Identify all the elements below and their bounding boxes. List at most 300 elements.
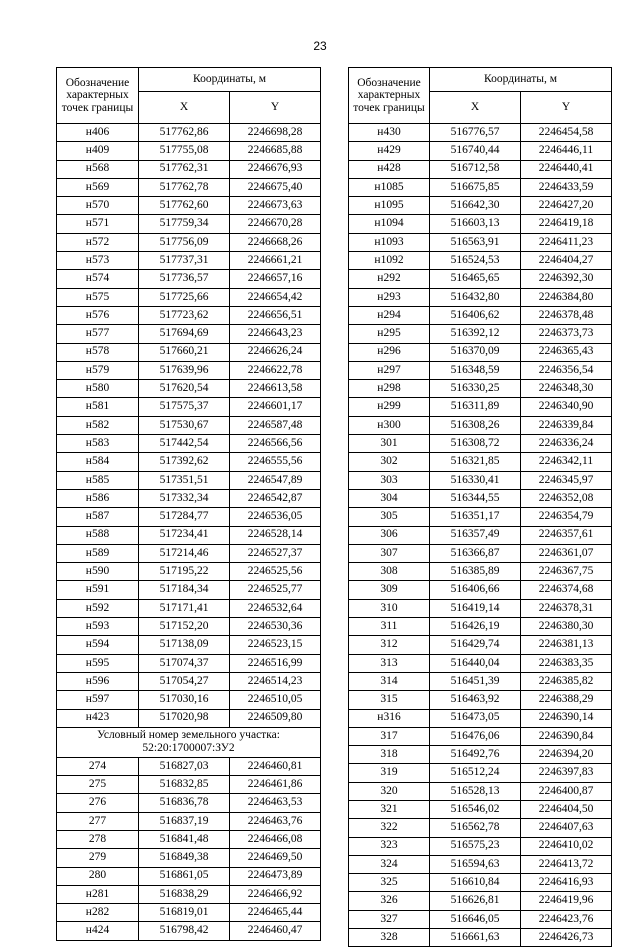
coord-y: 2246385,82: [521, 672, 612, 690]
coord-y: 2246685,88: [230, 142, 321, 160]
coord-y: 2246525,56: [230, 563, 321, 581]
coord-x: 516712,58: [430, 160, 521, 178]
table-row: [349, 380, 612, 398]
table-row: [57, 526, 321, 544]
coord-y: 2246367,75: [521, 563, 612, 581]
coord-y: 2246433,59: [521, 178, 612, 196]
coord-x: 517725,66: [139, 288, 230, 306]
coord-y: 2246465,44: [230, 904, 321, 922]
coord-y: 2246676,93: [230, 160, 321, 178]
coord-x: 517762,78: [139, 178, 230, 196]
coord-x: 516492,76: [430, 746, 521, 764]
table-row: [349, 800, 612, 818]
point-designation: 308: [349, 563, 430, 581]
point-designation: н591: [57, 581, 139, 599]
coord-y: 2246419,96: [521, 892, 612, 910]
table-row: [57, 416, 321, 434]
table-row: [57, 794, 321, 812]
x-header: X: [139, 92, 230, 124]
coord-x: 517737,31: [139, 252, 230, 270]
point-designation: н429: [349, 142, 430, 160]
point-designation: н595: [57, 654, 139, 672]
designation-header: Обозначение характерных точек границы: [57, 68, 139, 124]
coord-x: 516740,44: [430, 142, 521, 160]
coord-y: 2246525,77: [230, 581, 321, 599]
coord-y: 2246622,78: [230, 361, 321, 379]
coord-x: 517054,27: [139, 672, 230, 690]
coord-y: 2246410,02: [521, 837, 612, 855]
point-designation: 314: [349, 672, 430, 690]
coord-y: 2246469,50: [230, 849, 321, 867]
point-designation: 313: [349, 654, 430, 672]
point-designation: н574: [57, 270, 139, 288]
coord-x: 516330,41: [430, 471, 521, 489]
coord-y: 2246536,05: [230, 508, 321, 526]
table-row: [349, 306, 612, 324]
coord-y: 2246365,43: [521, 343, 612, 361]
coord-y: 2246673,63: [230, 197, 321, 215]
coord-x: 516646,05: [430, 910, 521, 928]
coord-y: 2246348,30: [521, 380, 612, 398]
coordinates-table-left: [56, 67, 321, 941]
table-row: [349, 819, 612, 837]
coord-y: 2246542,87: [230, 489, 321, 507]
coord-y: 2246380,30: [521, 618, 612, 636]
coord-y: 2246419,18: [521, 215, 612, 233]
table-row: [349, 837, 612, 855]
table-row: [349, 672, 612, 690]
coord-y: 2246407,63: [521, 819, 612, 837]
coord-y: 2246404,27: [521, 252, 612, 270]
coord-x: 516661,63: [430, 929, 521, 947]
coord-x: 517639,96: [139, 361, 230, 379]
table-body-right: [349, 124, 612, 947]
coord-y: 2246446,11: [521, 142, 612, 160]
point-designation: н590: [57, 563, 139, 581]
point-designation: н1085: [349, 178, 430, 196]
table-row: [349, 142, 612, 160]
point-designation: н282: [57, 904, 139, 922]
table-row: [57, 757, 321, 775]
coord-x: 516392,12: [430, 325, 521, 343]
table-row: [349, 325, 612, 343]
table-row: [349, 398, 612, 416]
point-designation: 326: [349, 892, 430, 910]
point-designation: 319: [349, 764, 430, 782]
point-designation: н296: [349, 343, 430, 361]
coord-x: 517392,62: [139, 453, 230, 471]
point-designation: н569: [57, 178, 139, 196]
coord-y: 2246460,81: [230, 757, 321, 775]
coord-x: 516832,85: [139, 776, 230, 794]
point-designation: н584: [57, 453, 139, 471]
point-designation: 312: [349, 636, 430, 654]
table-row: [57, 812, 321, 830]
table-row: [349, 929, 612, 947]
coord-x: 516819,01: [139, 904, 230, 922]
coord-y: 2246460,47: [230, 922, 321, 940]
coord-x: 517736,57: [139, 270, 230, 288]
coord-x: 517759,34: [139, 215, 230, 233]
table-row: [349, 233, 612, 251]
point-designation: н581: [57, 398, 139, 416]
table-row: [349, 197, 612, 215]
coord-y: 2246532,64: [230, 599, 321, 617]
coord-x: 517694,69: [139, 325, 230, 343]
point-designation: н589: [57, 544, 139, 562]
point-designation: 302: [349, 453, 430, 471]
coord-y: 2246656,51: [230, 306, 321, 324]
coordinates-header: Координаты, м: [430, 68, 612, 92]
coord-x: 516512,24: [430, 764, 521, 782]
coord-x: 517351,51: [139, 471, 230, 489]
coord-x: 516321,85: [430, 453, 521, 471]
coord-x: 517723,62: [139, 306, 230, 324]
coord-y: 2246345,97: [521, 471, 612, 489]
coord-y: 2246427,20: [521, 197, 612, 215]
coord-y: 2246354,79: [521, 508, 612, 526]
coord-x: 517762,60: [139, 197, 230, 215]
point-designation: 323: [349, 837, 430, 855]
table-row: [349, 288, 612, 306]
point-designation: 311: [349, 618, 430, 636]
coord-x: 516370,09: [430, 343, 521, 361]
table-row: [349, 508, 612, 526]
coord-y: 2246463,53: [230, 794, 321, 812]
point-designation: н300: [349, 416, 430, 434]
point-designation: н293: [349, 288, 430, 306]
table-row: [57, 288, 321, 306]
coord-y: 2246397,83: [521, 764, 612, 782]
coord-y: 2246378,31: [521, 599, 612, 617]
table-row: [57, 270, 321, 288]
point-designation: н299: [349, 398, 430, 416]
table-row: [57, 435, 321, 453]
parcel-section-label: Условный номер земельного участка: 52:20:1700007:ЗУ2: [57, 727, 321, 757]
coord-y: 2246626,24: [230, 343, 321, 361]
table-row: [349, 435, 612, 453]
table-row: [349, 581, 612, 599]
coord-x: 516440,04: [430, 654, 521, 672]
coord-y: 2246392,30: [521, 270, 612, 288]
coordinates-table-right: [348, 67, 612, 947]
table-row: [349, 654, 612, 672]
point-designation: н316: [349, 709, 430, 727]
coord-x: 517762,31: [139, 160, 230, 178]
point-designation: 321: [349, 800, 430, 818]
coord-x: 516594,63: [430, 855, 521, 873]
point-designation: н1095: [349, 197, 430, 215]
table-row: [57, 453, 321, 471]
coord-x: 516351,17: [430, 508, 521, 526]
point-designation: 306: [349, 526, 430, 544]
coord-x: 516776,57: [430, 124, 521, 142]
point-designation: н582: [57, 416, 139, 434]
coord-y: 2246373,73: [521, 325, 612, 343]
table-row: [57, 581, 321, 599]
point-designation: н588: [57, 526, 139, 544]
coord-y: 2246466,92: [230, 885, 321, 903]
coord-y: 2246555,56: [230, 453, 321, 471]
point-designation: н592: [57, 599, 139, 617]
point-designation: н409: [57, 142, 139, 160]
table-row: [57, 343, 321, 361]
coord-x: 517755,08: [139, 142, 230, 160]
coord-y: 2246514,23: [230, 672, 321, 690]
table-row: [57, 233, 321, 251]
point-designation: н294: [349, 306, 430, 324]
coord-y: 2246675,40: [230, 178, 321, 196]
coord-x: 517138,09: [139, 636, 230, 654]
coord-y: 2246426,73: [521, 929, 612, 947]
table-row: [349, 563, 612, 581]
point-designation: н568: [57, 160, 139, 178]
coord-x: 516465,65: [430, 270, 521, 288]
point-designation: 328: [349, 929, 430, 947]
coord-x: 517234,41: [139, 526, 230, 544]
coord-x: 517195,22: [139, 563, 230, 581]
point-designation: 307: [349, 544, 430, 562]
coord-x: 516849,38: [139, 849, 230, 867]
table-row: [57, 867, 321, 885]
coord-x: 516432,80: [430, 288, 521, 306]
coord-y: 2246670,28: [230, 215, 321, 233]
table-row: [349, 124, 612, 142]
point-designation: 318: [349, 746, 430, 764]
table-row: [57, 306, 321, 324]
coord-x: 516308,26: [430, 416, 521, 434]
table-row: [57, 654, 321, 672]
coord-y: 2246587,48: [230, 416, 321, 434]
coord-y: 2246461,86: [230, 776, 321, 794]
designation-header: Обозначение характерных точек границы: [349, 68, 430, 124]
point-designation: н1093: [349, 233, 430, 251]
table-row: [57, 398, 321, 416]
point-designation: н593: [57, 618, 139, 636]
point-designation: 275: [57, 776, 139, 794]
table-row: [57, 709, 321, 727]
point-designation: н587: [57, 508, 139, 526]
point-designation: н585: [57, 471, 139, 489]
coord-y: 2246374,68: [521, 581, 612, 599]
coord-x: 516357,49: [430, 526, 521, 544]
point-designation: 279: [57, 849, 139, 867]
table-row: [349, 618, 612, 636]
coord-y: 2246381,13: [521, 636, 612, 654]
x-header: X: [430, 92, 521, 124]
coord-x: 517020,98: [139, 709, 230, 727]
coord-x: 516610,84: [430, 874, 521, 892]
point-designation: н295: [349, 325, 430, 343]
coord-y: 2246668,26: [230, 233, 321, 251]
coord-x: 516451,39: [430, 672, 521, 690]
table-row: [57, 325, 321, 343]
coord-x: 516463,92: [430, 691, 521, 709]
coord-y: 2246516,99: [230, 654, 321, 672]
table-row: [57, 178, 321, 196]
table-row: [349, 764, 612, 782]
point-designation: н596: [57, 672, 139, 690]
coord-x: 517171,41: [139, 599, 230, 617]
table-row: [57, 691, 321, 709]
table-row: [349, 855, 612, 873]
coord-x: 516546,02: [430, 800, 521, 818]
point-designation: н583: [57, 435, 139, 453]
point-designation: 320: [349, 782, 430, 800]
coord-y: 2246388,29: [521, 691, 612, 709]
table-row: [349, 746, 612, 764]
table-row: [349, 270, 612, 288]
coord-x: 516575,23: [430, 837, 521, 855]
table-row: [349, 874, 612, 892]
coord-x: 516385,89: [430, 563, 521, 581]
table-row: [349, 526, 612, 544]
coord-y: 2246383,35: [521, 654, 612, 672]
table-row: [57, 544, 321, 562]
point-designation: н298: [349, 380, 430, 398]
coord-y: 2246361,07: [521, 544, 612, 562]
table-row: [349, 709, 612, 727]
table-row: [349, 343, 612, 361]
coord-y: 2246416,93: [521, 874, 612, 892]
coord-x: 517284,77: [139, 508, 230, 526]
coord-x: 516473,05: [430, 709, 521, 727]
coord-x: 516366,87: [430, 544, 521, 562]
coord-x: 517756,09: [139, 233, 230, 251]
table-row: [349, 361, 612, 379]
point-designation: н577: [57, 325, 139, 343]
coord-x: 516348,59: [430, 361, 521, 379]
coord-y: 2246440,41: [521, 160, 612, 178]
coord-x: 516861,05: [139, 867, 230, 885]
coord-y: 2246404,50: [521, 800, 612, 818]
coord-y: 2246547,89: [230, 471, 321, 489]
point-designation: н594: [57, 636, 139, 654]
point-designation: 327: [349, 910, 430, 928]
coord-y: 2246523,15: [230, 636, 321, 654]
point-designation: н573: [57, 252, 139, 270]
point-designation: 274: [57, 757, 139, 775]
coord-y: 2246454,58: [521, 124, 612, 142]
coord-x: 517074,37: [139, 654, 230, 672]
point-designation: 310: [349, 599, 430, 617]
coord-x: 517332,34: [139, 489, 230, 507]
point-designation: н586: [57, 489, 139, 507]
coord-x: 516798,42: [139, 922, 230, 940]
coord-y: 2246336,24: [521, 435, 612, 453]
coord-y: 2246390,84: [521, 727, 612, 745]
coord-x: 516344,55: [430, 489, 521, 507]
table-row: [57, 922, 321, 940]
table-row: [57, 252, 321, 270]
coord-y: 2246530,36: [230, 618, 321, 636]
table-row: [57, 904, 321, 922]
coord-x: 516528,13: [430, 782, 521, 800]
coord-y: 2246613,58: [230, 380, 321, 398]
point-designation: 303: [349, 471, 430, 489]
coord-x: 517620,54: [139, 380, 230, 398]
table-row: [57, 885, 321, 903]
table-row: [57, 142, 321, 160]
table-row: [349, 782, 612, 800]
coord-x: 516827,03: [139, 757, 230, 775]
table-row: [349, 892, 612, 910]
coord-x: 516476,06: [430, 727, 521, 745]
coord-x: 516626,81: [430, 892, 521, 910]
coord-x: 517575,37: [139, 398, 230, 416]
table-row: [57, 599, 321, 617]
point-designation: 309: [349, 581, 430, 599]
point-designation: н578: [57, 343, 139, 361]
table-row: [57, 776, 321, 794]
coord-y: 2246411,23: [521, 233, 612, 251]
table-row: [57, 563, 321, 581]
coord-y: 2246466,08: [230, 830, 321, 848]
coord-x: 516841,48: [139, 830, 230, 848]
coord-y: 2246509,80: [230, 709, 321, 727]
table-row: [57, 672, 321, 690]
coord-x: 516311,89: [430, 398, 521, 416]
coord-x: 517530,67: [139, 416, 230, 434]
table-row: [349, 215, 612, 233]
point-designation: н428: [349, 160, 430, 178]
point-designation: 304: [349, 489, 430, 507]
coord-y: 2246657,16: [230, 270, 321, 288]
table-row: [57, 618, 321, 636]
table-row: [57, 489, 321, 507]
point-designation: н576: [57, 306, 139, 324]
coord-y: 2246527,37: [230, 544, 321, 562]
point-designation: 305: [349, 508, 430, 526]
table-row: [349, 727, 612, 745]
coord-x: 516642,30: [430, 197, 521, 215]
coord-y: 2246394,20: [521, 746, 612, 764]
point-designation: н406: [57, 124, 139, 142]
table-row: [57, 197, 321, 215]
coord-y: 2246356,54: [521, 361, 612, 379]
coord-x: 516406,62: [430, 306, 521, 324]
coord-y: 2246340,90: [521, 398, 612, 416]
table-body-left-b: [57, 757, 321, 940]
coord-x: 516562,78: [430, 819, 521, 837]
coord-y: 2246661,21: [230, 252, 321, 270]
point-designation: н570: [57, 197, 139, 215]
point-designation: н580: [57, 380, 139, 398]
table-row: [349, 160, 612, 178]
point-designation: 280: [57, 867, 139, 885]
point-designation: 324: [349, 855, 430, 873]
coord-y: 2246566,56: [230, 435, 321, 453]
table-row: [349, 453, 612, 471]
table-row: [57, 849, 321, 867]
coord-x: 516838,29: [139, 885, 230, 903]
point-designation: н292: [349, 270, 430, 288]
table-row: [349, 252, 612, 270]
coord-x: 517762,86: [139, 124, 230, 142]
coord-x: 517660,21: [139, 343, 230, 361]
coord-x: 516524,53: [430, 252, 521, 270]
coord-x: 517214,46: [139, 544, 230, 562]
coord-y: 2246342,11: [521, 453, 612, 471]
coord-y: 2246698,28: [230, 124, 321, 142]
table-row: [57, 508, 321, 526]
table-body-left-a: [57, 124, 321, 728]
coord-y: 2246378,48: [521, 306, 612, 324]
table-row: [349, 416, 612, 434]
coord-y: 2246643,23: [230, 325, 321, 343]
point-designation: 277: [57, 812, 139, 830]
coord-y: 2246423,76: [521, 910, 612, 928]
